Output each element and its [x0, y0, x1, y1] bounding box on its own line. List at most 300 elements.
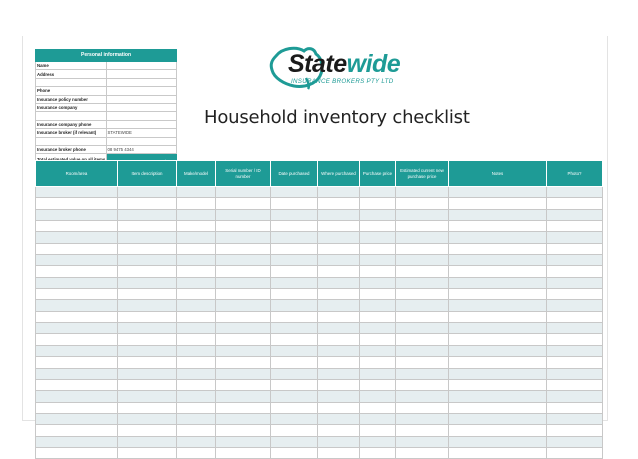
table-cell[interactable] [396, 198, 449, 209]
table-cell[interactable] [177, 209, 216, 220]
table-cell[interactable] [396, 334, 449, 345]
table-cell[interactable] [318, 198, 360, 209]
table-cell[interactable] [36, 379, 118, 390]
table-cell[interactable] [177, 255, 216, 266]
info-label [36, 112, 107, 120]
table-cell[interactable] [449, 436, 547, 447]
table-row [36, 323, 603, 334]
table-cell[interactable] [396, 243, 449, 254]
table-row [36, 266, 603, 277]
table-cell[interactable] [449, 277, 547, 288]
table-cell[interactable] [36, 311, 118, 322]
table-cell[interactable] [118, 334, 177, 345]
table-cell[interactable] [118, 198, 177, 209]
info-value-cell[interactable] [106, 120, 177, 128]
table-cell[interactable] [547, 402, 603, 413]
table-cell[interactable] [547, 425, 603, 436]
table-cell[interactable] [216, 425, 271, 436]
table-cell[interactable] [396, 413, 449, 424]
table-cell[interactable] [360, 209, 396, 220]
table-row [36, 289, 603, 300]
table-cell[interactable] [318, 425, 360, 436]
info-value-cell[interactable] [106, 103, 177, 111]
table-cell[interactable] [216, 413, 271, 424]
table-cell[interactable] [118, 300, 177, 311]
table-row [36, 402, 603, 413]
table-cell[interactable] [318, 243, 360, 254]
table-cell[interactable] [271, 345, 318, 356]
table-cell[interactable] [118, 289, 177, 300]
info-value-cell[interactable] [106, 62, 177, 70]
table-cell[interactable] [177, 379, 216, 390]
table-cell[interactable] [216, 266, 271, 277]
table-cell[interactable] [177, 368, 216, 379]
table-cell[interactable] [449, 368, 547, 379]
table-cell[interactable] [449, 232, 547, 243]
table-cell[interactable] [271, 402, 318, 413]
table-cell[interactable] [36, 436, 118, 447]
table-cell[interactable] [271, 357, 318, 368]
table-cell[interactable] [318, 266, 360, 277]
info-label [36, 137, 107, 145]
table-cell[interactable] [547, 323, 603, 334]
table-cell[interactable] [271, 209, 318, 220]
table-cell[interactable] [449, 221, 547, 232]
table-cell[interactable] [547, 368, 603, 379]
table-cell[interactable] [360, 391, 396, 402]
table-cell[interactable] [360, 402, 396, 413]
table-cell[interactable] [318, 402, 360, 413]
table-cell[interactable] [318, 221, 360, 232]
table-cell[interactable] [216, 300, 271, 311]
table-cell[interactable] [547, 221, 603, 232]
table-cell[interactable] [36, 289, 118, 300]
info-row [36, 70, 177, 78]
table-cell[interactable] [360, 221, 396, 232]
table-cell[interactable] [396, 232, 449, 243]
table-cell[interactable] [118, 243, 177, 254]
table-cell[interactable] [118, 221, 177, 232]
table-cell[interactable] [177, 323, 216, 334]
table-cell[interactable] [318, 379, 360, 390]
table-cell[interactable] [216, 277, 271, 288]
table-cell[interactable] [118, 255, 177, 266]
table-cell[interactable] [449, 323, 547, 334]
info-label: Insurance company [36, 103, 107, 111]
table-cell[interactable] [396, 209, 449, 220]
table-cell[interactable] [396, 277, 449, 288]
table-cell[interactable] [360, 413, 396, 424]
page-title: Household inventory checklist [204, 107, 470, 128]
table-cell[interactable] [271, 379, 318, 390]
table-cell[interactable] [396, 436, 449, 447]
table-cell[interactable] [318, 368, 360, 379]
table-cell[interactable] [396, 391, 449, 402]
table-cell[interactable] [271, 187, 318, 198]
table-cell[interactable] [547, 255, 603, 266]
table-cell[interactable] [36, 232, 118, 243]
table-cell[interactable] [547, 391, 603, 402]
table-cell[interactable] [396, 311, 449, 322]
info-label: Name [36, 62, 107, 70]
table-cell[interactable] [449, 300, 547, 311]
table-cell[interactable] [216, 243, 271, 254]
info-value-cell[interactable] [106, 137, 177, 145]
table-cell[interactable] [177, 334, 216, 345]
table-cell[interactable] [360, 300, 396, 311]
table-cell[interactable] [396, 357, 449, 368]
table-row [36, 334, 603, 345]
table-cell[interactable] [318, 447, 360, 458]
table-cell[interactable] [318, 255, 360, 266]
table-cell[interactable] [449, 255, 547, 266]
table-cell[interactable] [396, 379, 449, 390]
table-cell[interactable] [177, 311, 216, 322]
info-label: Phone [36, 87, 107, 95]
table-cell[interactable] [396, 255, 449, 266]
table-cell[interactable] [216, 368, 271, 379]
table-cell[interactable] [360, 277, 396, 288]
table-cell[interactable] [318, 323, 360, 334]
table-cell[interactable] [547, 187, 603, 198]
table-row [36, 425, 603, 436]
column-header: Serial number / ID number [216, 161, 271, 187]
info-row [36, 103, 177, 111]
table-cell[interactable] [271, 311, 318, 322]
table-cell[interactable] [177, 436, 216, 447]
table-cell[interactable] [177, 277, 216, 288]
table-cell[interactable] [177, 425, 216, 436]
table-cell[interactable] [118, 413, 177, 424]
table-cell[interactable] [118, 436, 177, 447]
table-cell[interactable] [216, 379, 271, 390]
table-cell[interactable] [216, 221, 271, 232]
table-cell[interactable] [36, 198, 118, 209]
table-cell[interactable] [36, 300, 118, 311]
table-cell[interactable] [177, 357, 216, 368]
table-cell[interactable] [360, 436, 396, 447]
table-cell[interactable] [36, 277, 118, 288]
table-cell[interactable] [547, 266, 603, 277]
table-cell[interactable] [177, 447, 216, 458]
table-cell[interactable] [118, 266, 177, 277]
table-cell[interactable] [547, 311, 603, 322]
table-cell[interactable] [177, 300, 216, 311]
table-cell[interactable] [36, 391, 118, 402]
column-header: Make/model [177, 161, 216, 187]
table-cell[interactable] [216, 209, 271, 220]
table-cell[interactable] [396, 425, 449, 436]
table-cell[interactable] [396, 368, 449, 379]
logo-subtitle: INSURANCE BROKERS PTY LTD [291, 78, 394, 85]
table-cell[interactable] [177, 266, 216, 277]
table-cell[interactable] [449, 334, 547, 345]
table-cell[interactable] [216, 357, 271, 368]
personal-info-header: Personal information [36, 50, 177, 62]
table-cell[interactable] [360, 266, 396, 277]
table-cell[interactable] [547, 436, 603, 447]
table-cell[interactable] [318, 232, 360, 243]
table-cell[interactable] [360, 379, 396, 390]
table-row [36, 209, 603, 220]
table-cell[interactable] [318, 209, 360, 220]
logo-wordmark: Statewide [288, 50, 401, 78]
table-cell[interactable] [216, 187, 271, 198]
table-cell[interactable] [360, 447, 396, 458]
table-cell[interactable] [271, 368, 318, 379]
info-label [36, 78, 107, 86]
table-row [36, 232, 603, 243]
table-cell[interactable] [36, 255, 118, 266]
table-cell[interactable] [118, 402, 177, 413]
table-cell[interactable] [216, 391, 271, 402]
info-row [36, 137, 177, 145]
table-cell[interactable] [271, 447, 318, 458]
table-cell[interactable] [36, 243, 118, 254]
table-cell[interactable] [396, 289, 449, 300]
table-cell[interactable] [449, 266, 547, 277]
table-cell[interactable] [271, 436, 318, 447]
table-cell[interactable] [318, 345, 360, 356]
table-cell[interactable] [318, 311, 360, 322]
table-cell[interactable] [271, 198, 318, 209]
table-cell[interactable] [36, 413, 118, 424]
table-cell[interactable] [216, 289, 271, 300]
table-cell[interactable] [396, 447, 449, 458]
table-cell[interactable] [271, 300, 318, 311]
table-cell[interactable] [360, 255, 396, 266]
info-value-cell[interactable]: 08 9475 4344 [106, 145, 177, 153]
table-cell[interactable] [547, 289, 603, 300]
table-cell[interactable] [360, 368, 396, 379]
table-cell[interactable] [271, 232, 318, 243]
table-cell[interactable] [216, 323, 271, 334]
table-cell[interactable] [36, 221, 118, 232]
table-cell[interactable] [271, 255, 318, 266]
info-value-cell[interactable]: STATEWIDE [106, 129, 177, 137]
table-cell[interactable] [360, 243, 396, 254]
table-cell[interactable] [177, 198, 216, 209]
table-cell[interactable] [271, 266, 318, 277]
info-label: Address [36, 70, 107, 78]
column-header: Where purchased [318, 161, 360, 187]
table-cell[interactable] [118, 345, 177, 356]
table-cell[interactable] [118, 311, 177, 322]
table-cell[interactable] [177, 402, 216, 413]
table-cell[interactable] [449, 209, 547, 220]
column-header: Notes [449, 161, 547, 187]
info-value-cell[interactable] [106, 87, 177, 95]
info-row [36, 95, 177, 103]
table-cell[interactable] [36, 447, 118, 458]
table-cell[interactable] [449, 425, 547, 436]
table-cell[interactable] [547, 300, 603, 311]
table-row [36, 436, 603, 447]
table-cell[interactable] [396, 323, 449, 334]
table-cell[interactable] [118, 357, 177, 368]
table-cell[interactable] [216, 232, 271, 243]
info-value-cell[interactable] [106, 78, 177, 86]
table-cell[interactable] [118, 379, 177, 390]
table-row [36, 187, 603, 198]
table-cell[interactable] [396, 187, 449, 198]
table-cell[interactable] [547, 379, 603, 390]
info-label: Insurance broker (if relevant) [36, 129, 107, 137]
table-cell[interactable] [318, 391, 360, 402]
table-row [36, 198, 603, 209]
table-cell[interactable] [177, 345, 216, 356]
info-row [36, 145, 177, 153]
table-cell[interactable] [547, 209, 603, 220]
table-cell[interactable] [271, 413, 318, 424]
table-row [36, 243, 603, 254]
table-cell[interactable] [547, 198, 603, 209]
table-cell[interactable] [118, 447, 177, 458]
table-cell[interactable] [271, 277, 318, 288]
table-cell[interactable] [36, 345, 118, 356]
table-cell[interactable] [547, 232, 603, 243]
inventory-table [35, 160, 603, 459]
table-row [36, 255, 603, 266]
table-cell[interactable] [449, 187, 547, 198]
table-cell[interactable] [177, 232, 216, 243]
info-value-cell[interactable] [106, 70, 177, 78]
info-value-cell[interactable] [106, 112, 177, 120]
table-cell[interactable] [271, 425, 318, 436]
table-cell[interactable] [36, 357, 118, 368]
table-cell[interactable] [177, 221, 216, 232]
table-cell[interactable] [216, 255, 271, 266]
table-cell[interactable] [396, 266, 449, 277]
table-cell[interactable] [216, 311, 271, 322]
column-header: Purchase price [360, 161, 396, 187]
table-cell[interactable] [449, 379, 547, 390]
table-cell[interactable] [216, 447, 271, 458]
column-header: Room/area [36, 161, 118, 187]
info-row [36, 129, 177, 137]
table-cell[interactable] [396, 300, 449, 311]
table-cell[interactable] [318, 187, 360, 198]
table-cell[interactable] [449, 311, 547, 322]
table-cell[interactable] [547, 413, 603, 424]
table-cell[interactable] [396, 221, 449, 232]
table-cell[interactable] [449, 289, 547, 300]
table-cell[interactable] [396, 402, 449, 413]
table-cell[interactable] [271, 243, 318, 254]
table-cell[interactable] [360, 425, 396, 436]
info-value-cell[interactable] [106, 95, 177, 103]
table-cell[interactable] [547, 277, 603, 288]
table-cell[interactable] [118, 425, 177, 436]
table-cell[interactable] [216, 345, 271, 356]
table-cell[interactable] [36, 266, 118, 277]
info-row [36, 120, 177, 128]
table-cell[interactable] [547, 334, 603, 345]
table-cell[interactable] [36, 323, 118, 334]
info-row [36, 87, 177, 95]
table-cell[interactable] [547, 357, 603, 368]
table-cell[interactable] [118, 368, 177, 379]
table-cell[interactable] [318, 357, 360, 368]
table-cell[interactable] [360, 323, 396, 334]
table-cell[interactable] [216, 198, 271, 209]
table-cell[interactable] [271, 391, 318, 402]
table-cell[interactable] [547, 447, 603, 458]
table-cell[interactable] [318, 300, 360, 311]
table-cell[interactable] [36, 209, 118, 220]
table-cell[interactable] [118, 391, 177, 402]
table-cell[interactable] [118, 277, 177, 288]
table-cell[interactable] [177, 187, 216, 198]
column-header: Item description [118, 161, 177, 187]
column-header: Estimated current new purchase price [396, 161, 449, 187]
table-cell[interactable] [449, 243, 547, 254]
table-cell[interactable] [396, 345, 449, 356]
table-cell[interactable] [271, 323, 318, 334]
table-cell[interactable] [36, 334, 118, 345]
info-row [36, 62, 177, 70]
table-cell[interactable] [547, 243, 603, 254]
table-cell[interactable] [318, 413, 360, 424]
table-cell[interactable] [360, 198, 396, 209]
table-cell[interactable] [318, 436, 360, 447]
table-cell[interactable] [360, 345, 396, 356]
table-cell[interactable] [318, 289, 360, 300]
table-cell[interactable] [360, 357, 396, 368]
table-row [36, 311, 603, 322]
table-cell[interactable] [318, 277, 360, 288]
table-cell[interactable] [449, 345, 547, 356]
table-cell[interactable] [360, 311, 396, 322]
column-header: Date purchased [271, 161, 318, 187]
table-cell[interactable] [360, 334, 396, 345]
table-cell[interactable] [36, 368, 118, 379]
table-cell[interactable] [216, 402, 271, 413]
table-cell[interactable] [177, 391, 216, 402]
table-cell[interactable] [360, 232, 396, 243]
table-row [36, 413, 603, 424]
table-cell[interactable] [318, 334, 360, 345]
table-cell[interactable] [271, 289, 318, 300]
table-cell[interactable] [118, 232, 177, 243]
info-label: Insurance broker phone [36, 145, 107, 153]
table-cell[interactable] [36, 402, 118, 413]
table-cell[interactable] [216, 436, 271, 447]
table-cell[interactable] [449, 357, 547, 368]
table-cell[interactable] [36, 425, 118, 436]
table-cell[interactable] [216, 334, 271, 345]
table-cell[interactable] [360, 289, 396, 300]
table-cell[interactable] [36, 187, 118, 198]
table-cell[interactable] [271, 221, 318, 232]
table-cell[interactable] [177, 413, 216, 424]
table-cell[interactable] [271, 334, 318, 345]
table-cell[interactable] [449, 413, 547, 424]
table-cell[interactable] [449, 402, 547, 413]
table-cell[interactable] [547, 345, 603, 356]
table-row [36, 277, 603, 288]
table-cell[interactable] [177, 289, 216, 300]
table-cell[interactable] [177, 243, 216, 254]
table-cell[interactable] [360, 187, 396, 198]
table-cell[interactable] [118, 209, 177, 220]
table-cell[interactable] [118, 187, 177, 198]
table-cell[interactable] [449, 198, 547, 209]
table-row [36, 221, 603, 232]
table-cell[interactable] [449, 391, 547, 402]
table-cell[interactable] [118, 323, 177, 334]
table-cell[interactable] [449, 447, 547, 458]
